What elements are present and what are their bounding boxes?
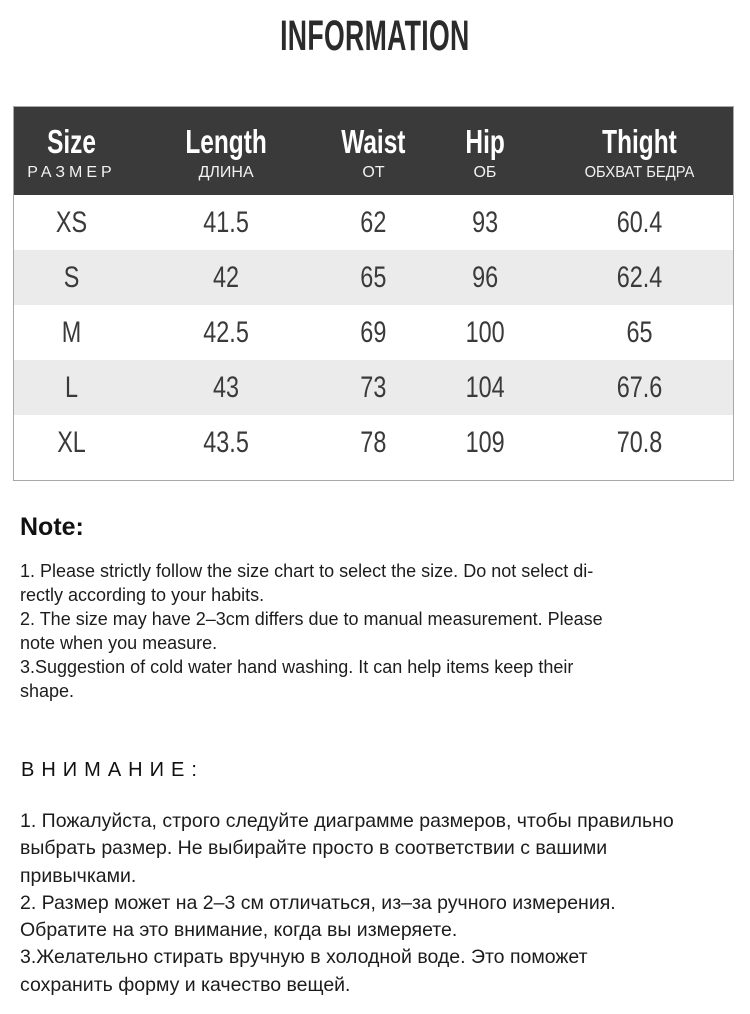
cell-value: 78: [360, 425, 387, 459]
col-header-size: [14, 107, 129, 195]
cell-l-length: [129, 360, 323, 415]
notes-ru-line: выбрать размер. Не выбирайте просто в соответствии с вашими: [20, 837, 608, 860]
cell-l-waist: [323, 360, 424, 415]
notes-ru-heading: ВНИМАНИЕ:: [21, 759, 204, 781]
header-row: [14, 107, 733, 195]
page-title-row: [0, 14, 750, 58]
notes-en-line: 1. Please strictly follow the size chart to select the size. Do not select di-: [20, 561, 594, 581]
cell-value: 93: [471, 205, 498, 239]
cell-value: 96: [471, 260, 498, 294]
notes-ru-line: Обратите на это внимание, когда вы измеряете.: [20, 919, 458, 942]
cell-value: 62: [360, 205, 387, 239]
page-title: INFORMATION: [280, 12, 470, 60]
cell-s-length: [129, 250, 323, 305]
cell-value: 41.5: [203, 205, 249, 239]
size-chart: [13, 106, 734, 481]
cell-value: M: [61, 315, 82, 349]
cell-xl-thight: [546, 415, 733, 470]
col-header-hip-en: Hip: [465, 123, 505, 160]
cell-value: 65: [360, 260, 387, 294]
cell-xs-thight: [546, 195, 733, 250]
cell-value: 73: [360, 370, 387, 404]
cell-value: XL: [57, 425, 86, 459]
col-header-thight-ru: ОБХВАТ БЕДРА: [584, 164, 695, 181]
table-row-l: [14, 360, 733, 415]
col-header-length-ru: ДЛИНА: [198, 164, 254, 181]
cell-value: 43: [213, 370, 240, 404]
notes-ru-line: 1. Пожалуйста, строго следуйте диаграмме размеров, чтобы правильно: [20, 810, 674, 832]
notes-ru-line: сохранить форму и качество вещей.: [20, 973, 351, 996]
cell-value: XS: [55, 205, 88, 239]
cell-s-thight: [546, 250, 733, 305]
size-chart-header: [14, 107, 733, 195]
notes-ru-line: привычками.: [20, 864, 137, 887]
size-chart-table: [14, 107, 733, 470]
col-header-waist: [323, 107, 424, 195]
col-header-hip-ru: ОБ: [473, 164, 497, 181]
cell-xl-waist: [323, 415, 424, 470]
cell-m-thight: [546, 305, 733, 360]
col-header-thight: [546, 107, 733, 195]
col-header-length-en: Length: [185, 123, 267, 160]
cell-value: 70.8: [616, 425, 663, 459]
cell-m-size: [14, 305, 129, 360]
notes-en-line: 3.Suggestion of cold water hand washing. It can help items keep their: [20, 657, 574, 677]
cell-xs-waist: [323, 195, 424, 250]
table-row-m: [14, 305, 733, 360]
cell-xl-length: [129, 415, 323, 470]
notes-en-line: note when you measure.: [20, 633, 218, 653]
cell-l-size: [14, 360, 129, 415]
col-header-length: [129, 107, 323, 195]
cell-value: 109: [465, 425, 505, 459]
cell-value: 67.6: [616, 370, 663, 404]
cell-xs-length: [129, 195, 323, 250]
cell-m-hip: [424, 305, 546, 360]
cell-l-thight: [546, 360, 733, 415]
col-header-size-ru: РАЗМЕР: [27, 164, 116, 181]
cell-value: 42: [213, 260, 240, 294]
table-row-xs: [14, 195, 733, 250]
cell-value: 69: [360, 315, 387, 349]
cell-s-hip: [424, 250, 546, 305]
table-row-xl: [14, 415, 733, 470]
notes-en-line: shape.: [20, 681, 75, 701]
cell-value: 42.5: [203, 315, 249, 349]
notes-en-body: [20, 559, 750, 703]
cell-m-length: [129, 305, 323, 360]
col-header-thight-en: Thight: [602, 123, 677, 160]
cell-xs-hip: [424, 195, 546, 250]
cell-value: 100: [465, 315, 505, 349]
col-header-hip: [424, 107, 546, 195]
cell-s-waist: [323, 250, 424, 305]
cell-value: L: [65, 370, 79, 404]
cell-value: 60.4: [616, 205, 663, 239]
notes-ru-body: [20, 808, 750, 999]
cell-value: 65: [626, 315, 653, 349]
notes-en-line: 2. The size may have 2–3cm differs due to manual measurement. Please: [20, 609, 603, 629]
cell-xs-size: [14, 195, 129, 250]
cell-m-waist: [323, 305, 424, 360]
cell-value: 43.5: [203, 425, 249, 459]
notes-en-line: rectly according to your habits.: [20, 585, 265, 605]
col-header-waist-ru: ОТ: [362, 164, 385, 181]
cell-value: 62.4: [616, 260, 663, 294]
notes-ru-line: 3.Желательно стирать вручную в холодной воде. Это поможет: [20, 946, 588, 969]
cell-xl-hip: [424, 415, 546, 470]
notes-en-heading: Note:: [20, 513, 84, 541]
table-row-s: [14, 250, 733, 305]
col-header-size-en: Size: [47, 123, 96, 160]
cell-l-hip: [424, 360, 546, 415]
cell-s-size: [14, 250, 129, 305]
cell-value: 104: [465, 370, 505, 404]
col-header-waist-en: Waist: [341, 123, 406, 160]
cell-xl-size: [14, 415, 129, 470]
notes-ru-line: 2. Размер может на 2–3 см отличаться, из–за ручного измерения.: [20, 891, 616, 914]
size-chart-body: [14, 195, 733, 470]
cell-value: S: [63, 260, 80, 294]
